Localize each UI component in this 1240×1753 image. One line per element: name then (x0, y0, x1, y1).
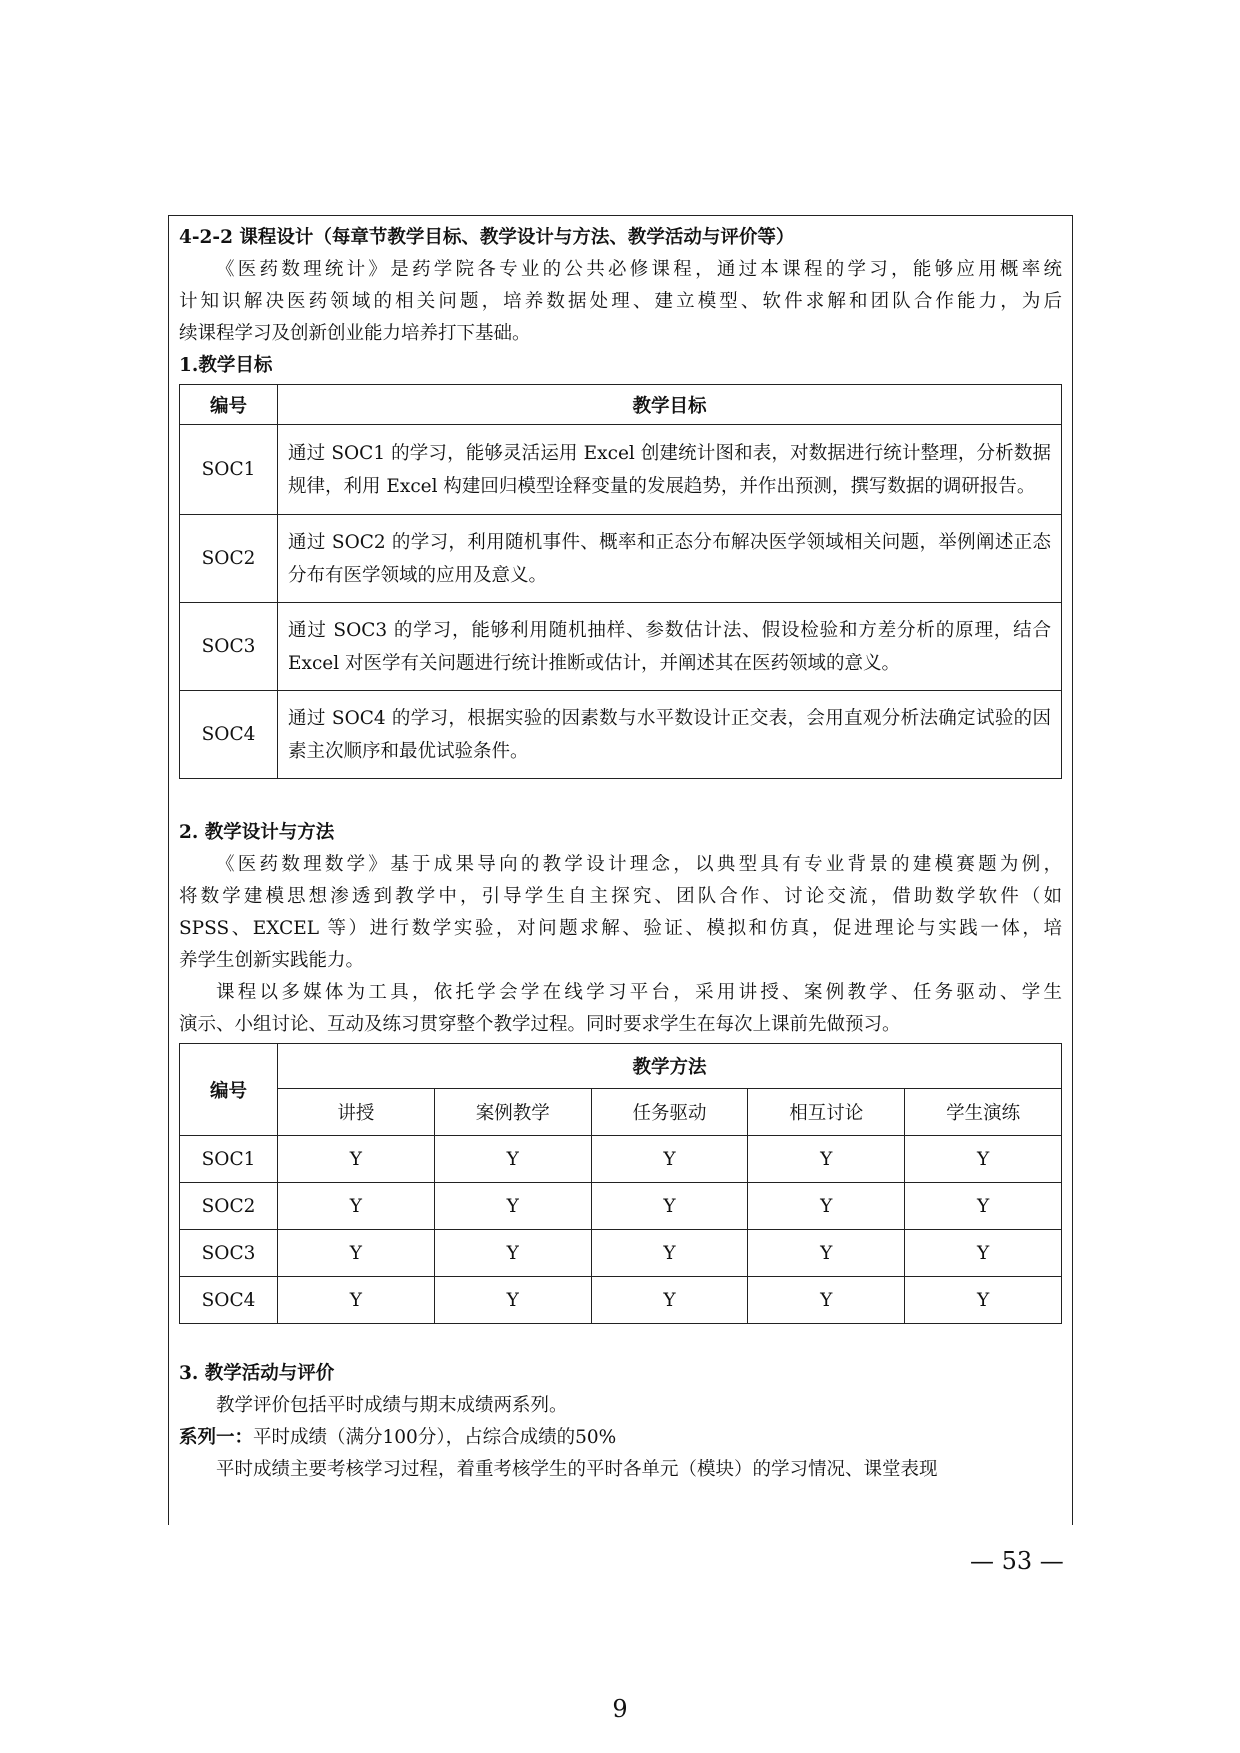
method-mark: Y (748, 1136, 905, 1183)
table-row (180, 1183, 1062, 1230)
design-paragraph-1 (179, 849, 1062, 977)
method-mark: Y (434, 1277, 591, 1324)
methods-table (179, 1043, 1062, 1324)
course-design-frame (168, 215, 1073, 1525)
method-header: 案例教学 (434, 1089, 591, 1136)
method-mark: Y (905, 1277, 1062, 1324)
method-header: 讲授 (278, 1089, 435, 1136)
goal-code: SOC2 (180, 515, 278, 603)
method-header: 相互讨论 (748, 1089, 905, 1136)
method-mark: Y (905, 1230, 1062, 1277)
method-mark: Y (591, 1136, 748, 1183)
series-one-text: 平时成绩（满分100分），占综合成绩的50% (253, 1427, 617, 1448)
design-line: 课程以多媒体为工具，依托学会学在线学习平台，采用讲授、案例教学、任务驱动、学生 (216, 982, 1062, 1003)
method-row-code: SOC1 (180, 1136, 278, 1183)
series-one-line (179, 1422, 1062, 1454)
method-mark: Y (278, 1230, 435, 1277)
goals-col-code: 编号 (180, 385, 278, 425)
methods-group-header: 教学方法 (278, 1044, 1062, 1089)
design-line: 养学生创新实践能力。 (179, 950, 365, 971)
method-mark: Y (434, 1230, 591, 1277)
intro-line: 计知识解决医药领域的相关问题，培养数据处理、建立模型、软件求解和团队合作能力，为后 (179, 291, 1062, 312)
method-mark: Y (591, 1277, 748, 1324)
method-row-code: SOC3 (180, 1230, 278, 1277)
method-mark: Y (905, 1136, 1062, 1183)
evaluation-intro: 教学评价包括平时成绩与期末成绩两系列。 (216, 1395, 568, 1416)
methods-subheader-row (180, 1089, 1062, 1136)
method-mark: Y (434, 1136, 591, 1183)
table-row (180, 1230, 1062, 1277)
method-mark: Y (591, 1230, 748, 1277)
method-mark: Y (278, 1277, 435, 1324)
method-header: 学生演练 (905, 1089, 1062, 1136)
methods-header-row (180, 1044, 1062, 1089)
method-row-code: SOC4 (180, 1277, 278, 1324)
design-heading: 2. 教学设计与方法 (179, 822, 335, 843)
table-row (180, 1277, 1062, 1324)
method-header: 任务驱动 (591, 1089, 748, 1136)
goals-heading: 1.教学目标 (179, 355, 273, 376)
method-mark: Y (905, 1183, 1062, 1230)
table-row (180, 515, 1062, 603)
table-row (180, 1136, 1062, 1183)
goals-header-row (180, 385, 1062, 425)
goal-text: 通过 SOC2 的学习，利用随机事件、概率和正态分布解决医学领域相关问题，举例阐述正态分布有医学领域的应用及意义。 (278, 515, 1062, 603)
goals-col-goal: 教学目标 (278, 385, 1062, 425)
goal-code: SOC1 (180, 425, 278, 515)
intro-line: 续课程学习及创新创业能力培养打下基础。 (179, 323, 531, 344)
table-row (180, 691, 1062, 779)
goal-text: 通过 SOC4 的学习，根据实验的因素数与水平数设计正交表，会用直观分析法确定试验的因素主次顺序和最优试验条件。 (278, 691, 1062, 779)
method-mark: Y (278, 1136, 435, 1183)
design-line: 将数学建模思想渗透到教学中，引导学生自主探究、团队合作、讨论交流，借助数学软件（如 (179, 886, 1062, 907)
method-row-code: SOC2 (180, 1183, 278, 1230)
goal-code: SOC4 (180, 691, 278, 779)
design-line: 《医药数理数学》基于成果导向的教学设计理念，以典型具有专业背景的建模赛题为例， (216, 854, 1062, 875)
design-line: 演示、小组讨论、互动及练习贯穿整个教学过程。同时要求学生在每次上课前先做预习。 (179, 1014, 901, 1035)
method-mark: Y (748, 1230, 905, 1277)
intro-line: 《医药数理统计》是药学院各专业的公共必修课程，通过本课程的学习，能够应用概率统 (216, 259, 1062, 280)
section-heading: 4-2-2 课程设计（每章节教学目标、教学设计与方法、教学活动与评价等） (179, 227, 795, 248)
design-line: SPSS、EXCEL 等）进行数学实验，对问题求解、验证、模拟和仿真，促进理论与实践一体，培 (179, 918, 1062, 939)
method-mark: Y (434, 1183, 591, 1230)
table-row (180, 425, 1062, 515)
method-mark: Y (748, 1183, 905, 1230)
inner-page-number: — 53 — (970, 1547, 1064, 1575)
goal-text: 通过 SOC1 的学习，能够灵活运用 Excel 创建统计图和表，对数据进行统计整理，分析数据规律，利用 Excel 构建回归模型诠释变量的发展趋势，并作出预测，撰写数据的调研报告。 (278, 425, 1062, 515)
evaluation-heading: 3. 教学活动与评价 (179, 1363, 335, 1384)
evaluation-detail: 平时成绩主要考核学习过程，着重考核学生的平时各单元（模块）的学习情况、课堂表现 (216, 1459, 938, 1480)
goal-text: 通过 SOC3 的学习，能够利用随机抽样、参数估计法、假设检验和方差分析的原理，结合 Excel 对医学有关问题进行统计推断或估计，并阐述其在医药领域的意义。 (278, 603, 1062, 691)
intro-paragraph (179, 254, 1062, 350)
design-paragraph-2 (179, 977, 1062, 1041)
goal-code: SOC3 (180, 603, 278, 691)
series-one-label: 系列一： (179, 1427, 254, 1448)
goals-table (179, 384, 1062, 779)
outer-page-number: 9 (612, 1695, 628, 1723)
methods-col-code: 编号 (180, 1044, 278, 1136)
method-mark: Y (591, 1183, 748, 1230)
method-mark: Y (278, 1183, 435, 1230)
table-row (180, 603, 1062, 691)
method-mark: Y (748, 1277, 905, 1324)
